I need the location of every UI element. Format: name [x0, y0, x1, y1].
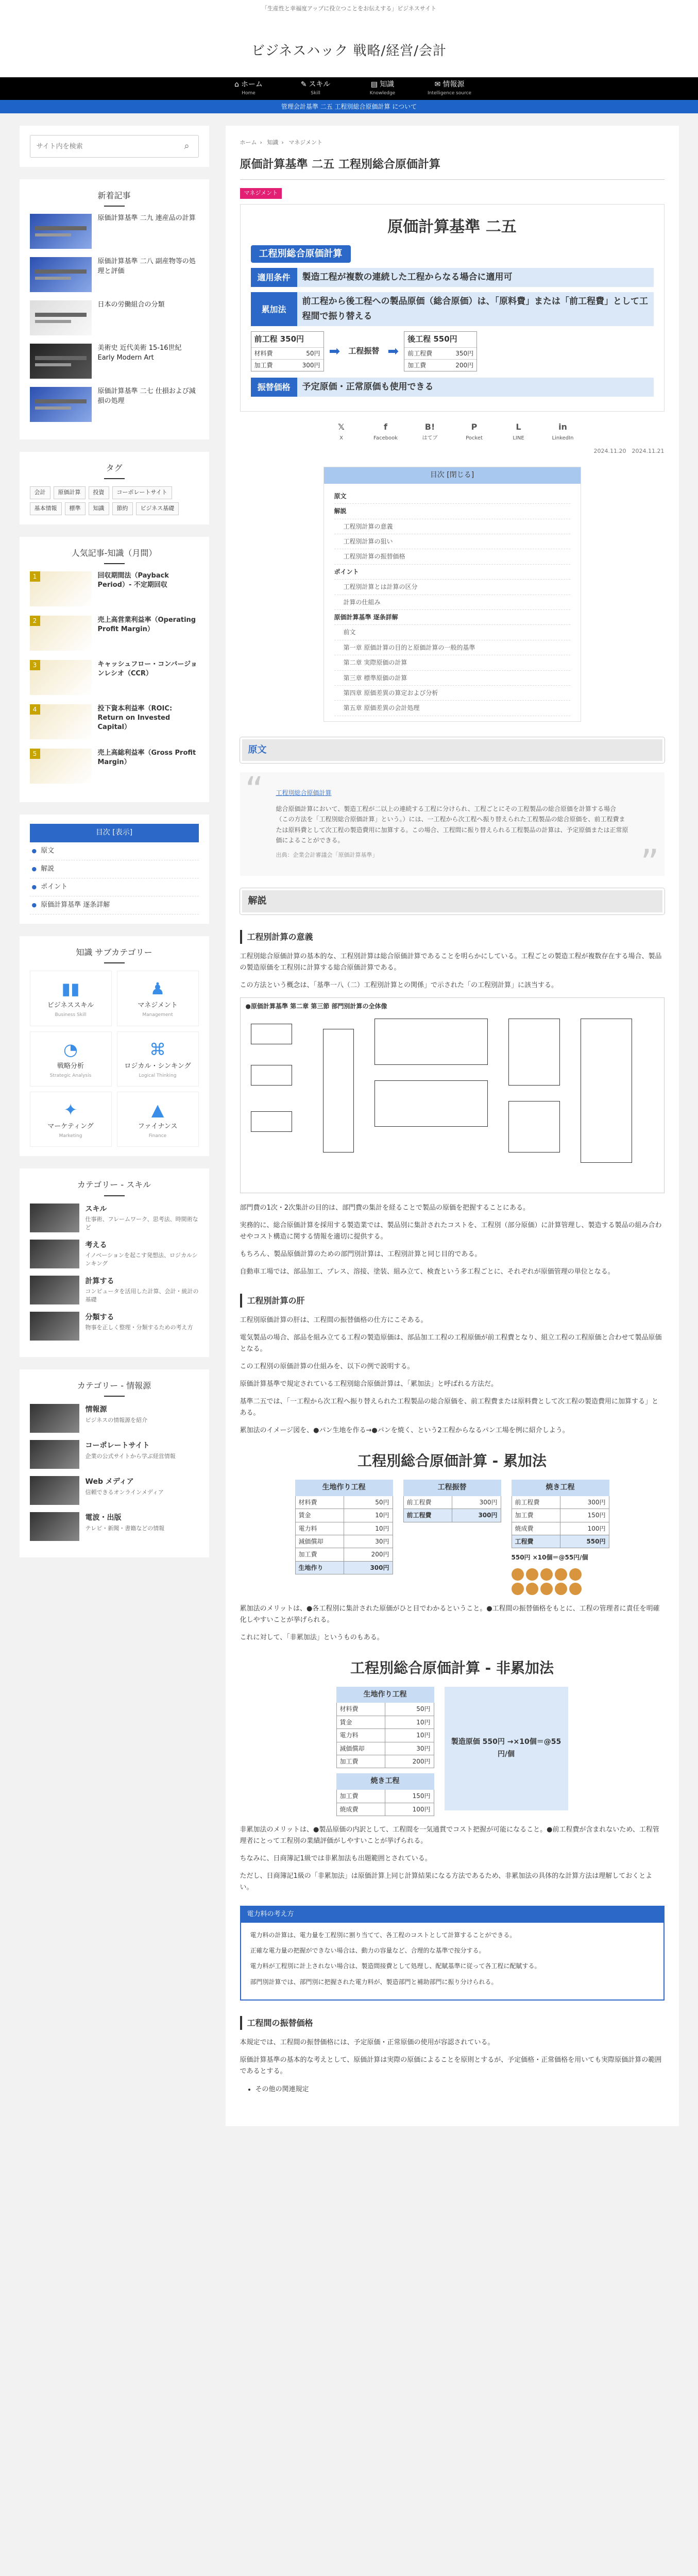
- toc-item[interactable]: 第五章 原価差異の会計処理: [334, 701, 570, 716]
- thumbnail: [30, 1404, 79, 1433]
- thumbnail: [30, 1440, 79, 1469]
- category-finance[interactable]: ▲ ファイナンス Finance: [117, 1092, 199, 1147]
- list-item[interactable]: スキル 仕事術、フレームワーク、思考法、時間術など: [30, 1204, 199, 1232]
- department-diagram: ●原価計算基準 第二章 第三節 部門別計算の全体像: [240, 997, 665, 1193]
- pencil-icon: ✎: [300, 80, 307, 89]
- paragraph: 非累加法のメリットは、●製品原価の内訳として、工程間を一気通貫でコスト把握が可能になること。●前工程費が含まれないため、工程管理者にとって工程別の業績評価がしやすいことが挙げられる。: [240, 1825, 659, 1845]
- list-item: • その他の関連規定: [256, 2084, 665, 2095]
- widget-title: 知識 サブカテゴリー: [30, 945, 199, 963]
- toc-item[interactable]: ● 原価計算基準 逐条詳解: [30, 896, 199, 914]
- category-management[interactable]: ♟ マネジメント Management: [117, 971, 199, 1026]
- category-strategy[interactable]: ◔ 戦略分析 Strategic Analysis: [30, 1031, 112, 1087]
- toc-widget: [20, 815, 209, 924]
- list-item[interactable]: 分類する 物事を正しく整理・分類するための考え方: [30, 1312, 199, 1341]
- thumbnail: [30, 1512, 79, 1541]
- toc-item[interactable]: 原文: [334, 489, 570, 504]
- widget-title: 人気記事-知識（月間）: [30, 546, 199, 564]
- sparkle-icon: ✦: [63, 1100, 78, 1120]
- thumbnail: [30, 1312, 79, 1341]
- paragraph: 原価計算基準で規定されている工程別総合原価計算は、「累加法」と呼ばれる方法だ。: [240, 1380, 498, 1388]
- tag[interactable]: 標準: [65, 502, 86, 515]
- cookie-illustration: [512, 1568, 609, 1595]
- toc-item[interactable]: 第四章 原価差異の算定および分析: [334, 686, 570, 701]
- widget-title: 新着記事: [30, 189, 199, 207]
- category-badge[interactable]: マネジメント: [240, 188, 282, 199]
- toc-item[interactable]: 解説: [334, 504, 570, 519]
- bullet-list: [256, 2084, 665, 2095]
- share-hatena-button[interactable]: B! はてブ: [422, 422, 438, 442]
- nav-source[interactable]: ✉ 情報源 Intelligence source: [427, 80, 472, 96]
- article-toc: [324, 467, 581, 722]
- paragraph: ただし、日商簿記1級の「非累加法」は原価計算上同じ計算結果になる方法であるため、非累加法の具体的な計算方法は理解しておくとよい。: [240, 1872, 653, 1892]
- breadcrumb: ホーム › 知識 › マネジメント: [240, 139, 322, 146]
- ranking-item[interactable]: 1 回収期間法（Payback Period）- 不定期回収: [30, 571, 199, 606]
- list-item[interactable]: Web メディア 信頼できるオンラインメディア: [30, 1476, 199, 1505]
- share-buttons: [240, 420, 665, 443]
- list-item[interactable]: コーポレートサイト 企業の公式サイトから学ぶ経営情報: [30, 1440, 199, 1469]
- category-business-skill[interactable]: ▮▮ ビジネススキル Business Skill: [30, 971, 112, 1026]
- paragraph: 工程別総合原価計算の基本的な、工程別計算は総合原価計算であることを明らかにしている。工程ごとの製造工程が複数存在する場合、製品の製造原価を工程別に計算する総合原価計算である。: [240, 952, 662, 972]
- post-dates: 2024.11.20 2024.11.21: [593, 448, 665, 455]
- toc-item[interactable]: ● ポイント: [30, 878, 199, 896]
- rank-badge: 3: [30, 660, 40, 670]
- eyecatch-title: 原価計算基準 二五: [387, 217, 517, 236]
- ranking-item[interactable]: 3 キャッシュフロー・コンバージョンレシオ（CCR）: [30, 660, 199, 695]
- toc-item[interactable]: ● 解説: [30, 860, 199, 878]
- share-x-button[interactable]: 𝕏 X: [338, 422, 345, 442]
- paragraph: もちろん、製品原価計算のための部門別計算は、工程別計算と同じ目的である。: [240, 1250, 482, 1259]
- arrow-right-icon: ➡: [329, 344, 341, 360]
- paragraph: 累加法のイメージ図を、●パン生地を作る→●パンを焼く、という2工程からなるパン工場を例に紹介しよう。: [240, 1427, 569, 1435]
- paragraph: 本規定では、工程間の振替価格には、予定原価・正常原価の使用が容認されている。: [240, 2039, 495, 2047]
- site-header: [0, 0, 698, 77]
- tag-widget: [20, 452, 209, 524]
- breadcrumb-item[interactable]: ホーム: [240, 139, 257, 146]
- rank-badge: 4: [30, 704, 40, 715]
- thumbnail: [30, 1476, 79, 1505]
- toc-item[interactable]: 第三章 標準原価の計算: [334, 671, 570, 686]
- paragraph: ちなみに、日商簿記1級では非累加法も出題範囲とされている。: [240, 1855, 432, 1863]
- mail-icon: ✉: [434, 80, 441, 89]
- paragraph: 工程別原価計算の肝は、工程間の振替価格の仕方にこそある。: [240, 1316, 428, 1324]
- site-title[interactable]: ビジネスハック 戦略/経営/会計: [251, 43, 447, 59]
- site-tagline: 「生産性と幸福度アップに役立つことをお伝えする」ビジネスサイト: [262, 5, 436, 12]
- thumbnail: [30, 1276, 79, 1304]
- toc-item[interactable]: 原価計算基準 逐条詳解: [334, 610, 570, 625]
- toc-item[interactable]: 工程別計算の狙い: [334, 534, 570, 549]
- share-linkedin-button[interactable]: in LinkedIn: [552, 422, 574, 442]
- eyecatch-flow: 前工程 350円 材料費 50円 加工費 300円 ➡ 工程振替 ➡ 後工程 550円 前工程費 350円 加工費 200円: [251, 331, 654, 371]
- cumulative-method-figure: 生地作り工程 材料費 50円 賃金 10円 電力料 10円 減価償却 30円 加工費 200円 生地作り 300円 工程振替 前工程費 300円 前工程費 300円 焼き工程 前工程費 300円 加工費 150円 焼成費 100円 工程費 550円 550円 ×10個＝@55円/個: [240, 1480, 665, 1595]
- list-item[interactable]: 原価計算基準 二九 連産品の計算: [30, 214, 199, 249]
- list-item[interactable]: 原価計算基準 二七 仕損および減損の処理: [30, 387, 199, 422]
- toc-item[interactable]: 計算の仕組み: [334, 595, 570, 610]
- figure-title: 工程別総合原価計算 - 累加法: [357, 1452, 547, 1470]
- search-widget: [20, 126, 209, 167]
- toc-item[interactable]: 第二章 実際原価の計算: [334, 655, 570, 670]
- rank-badge: 5: [30, 749, 40, 759]
- widget-title: カテゴリー - スキル: [30, 1178, 199, 1196]
- chess-icon: ♟: [150, 979, 165, 999]
- tag[interactable]: コーポレートサイト: [112, 486, 172, 499]
- home-icon: ⌂: [234, 80, 239, 89]
- breadcrumb-item[interactable]: マネジメント: [288, 139, 322, 146]
- notice-bar[interactable]: 管理会計基準 二五 工程別総合原価計算 について: [0, 100, 698, 113]
- share-facebook-button[interactable]: f Facebook: [373, 422, 398, 442]
- paragraph: 累加法のメリットは、●各工程別に集計された原価がひと目でわかるということ。●工程間の振替価格をもとに、工程の管理者に責任を明確化しやすいことが挙げられる。: [240, 1604, 660, 1624]
- pie-icon: ◔: [63, 1039, 78, 1059]
- paragraph: 実務的に、総合原価計算を採用する製造業では、製品別に集計されたコストを、工程別（部分原価）に計算管理し、製造する製品の組み合わせやコスト構造に関する情報を適切に提供する。: [240, 1222, 662, 1241]
- toc-item[interactable]: 工程別計算の振替価格: [334, 549, 570, 564]
- eyecatch-pill: 工程別総合原価計算: [251, 245, 351, 263]
- info-box-header: 電力料の考え方: [241, 1907, 663, 1922]
- sidebar: [20, 126, 209, 1570]
- search-input[interactable]: [30, 135, 176, 157]
- quote-close-icon: ”: [640, 841, 659, 884]
- search-icon[interactable]: ⌕: [184, 140, 190, 151]
- chart-up-icon: ▲: [151, 1100, 164, 1120]
- arrow-right-icon: ➡: [387, 344, 399, 360]
- paragraph: 基準二五では、「一工程から次工程へ振り替えられた工程製品の総合原価を、前工程費または原料費として次工程の製造費用に加算する」とある。: [240, 1398, 659, 1417]
- share-pocket-button[interactable]: P Pocket: [466, 422, 483, 442]
- toc-item[interactable]: 前文: [334, 625, 570, 640]
- widget-title: カテゴリー - 情報源: [30, 1379, 199, 1397]
- breadcrumb-item[interactable]: 知識: [267, 139, 279, 146]
- thumbnail: [30, 257, 92, 292]
- toc-item[interactable]: ポイント: [334, 565, 570, 580]
- global-nav: [0, 77, 698, 100]
- skill-widget: [20, 1168, 209, 1357]
- tag-cloud: [30, 486, 199, 515]
- list-item[interactable]: 電波・出版 テレビ・新聞・書籍などの情報: [30, 1512, 199, 1541]
- thumbnail: [30, 214, 92, 249]
- quote-link[interactable]: 工程別総合原価計算: [276, 789, 332, 797]
- toc-item[interactable]: ● 原文: [30, 842, 199, 860]
- tag[interactable]: ビジネス基礎: [136, 502, 179, 515]
- ranking-item[interactable]: 4 投下資本利益率（ROIC: Return on Invested Capital）: [30, 704, 199, 739]
- paragraph: 自動車工場では、部品加工、プレス、溶接、塗装、組み立て、検査という多工程ごとに、それぞれが原価管理の単位となる。: [240, 1268, 615, 1276]
- paragraph: この工程別の原価計算の仕組みを、以下の例で説明する。: [240, 1362, 414, 1370]
- toc-widget-header[interactable]: 目次 [表示]: [30, 824, 199, 842]
- book-icon: ▤: [370, 80, 378, 89]
- section-heading-explain: 解説: [240, 888, 665, 914]
- subcategory-widget: [20, 936, 209, 1156]
- list-item[interactable]: 情報源 ビジネスの情報源を紹介: [30, 1404, 199, 1433]
- toc-item[interactable]: 第一章 原価計算の目的と原価計算の一般的基準: [334, 640, 570, 655]
- tag[interactable]: 基本情報: [30, 502, 62, 515]
- thumbnail: [30, 387, 92, 422]
- subsection-heading: 工程間の振替価格: [240, 2016, 665, 2030]
- subsection-heading: 工程別計算の意義: [240, 930, 665, 944]
- category-logical[interactable]: ⌘ ロジカル・シンキング Logical Thinking: [117, 1031, 199, 1087]
- rank-badge: 1: [30, 571, 40, 582]
- ranking-item[interactable]: 2 売上高営業利益率（Operating Profit Margin）: [30, 616, 199, 651]
- thumbnail: [30, 300, 92, 335]
- article: [226, 126, 679, 2126]
- toc-item[interactable]: 工程別計算の意義: [334, 519, 570, 534]
- ranking-item[interactable]: 5 売上高総利益率（Gross Profit Margin）: [30, 749, 199, 784]
- source-quote: “ 工程別総合原価計算 総合原価計算において、製造工程が二以上の連続する工程に分けられ、工程ごとにその工程製品の総合原価を計算する場合（この方法を「工程別総合原価計算」という。）には、一工程から次工程へ振り替えられた工程製品の総合原価を、前工程費または原料費として次工程の製造費用に加算する。この場合、工程間に振り替えられる工程製品の計算は、予定原価または正常原価によることができる。 出典：企業会計審議会「原価計算基準」 ”: [240, 772, 665, 876]
- thumbnail: [30, 1204, 79, 1232]
- nav-knowledge[interactable]: ▤ 知識 Knowledge: [369, 80, 396, 96]
- list-item[interactable]: 日本の労働組合の分類: [30, 300, 199, 335]
- toc-item[interactable]: 工程別計算とは計算の区分: [334, 580, 570, 595]
- toc-list: [30, 842, 199, 914]
- section-heading-original: 原文: [240, 737, 665, 764]
- paragraph: 電気製品の場合、部品を組み立てる工程の製造原価は、部品加工工程の工程原価が前工程費となり、組立工程の工程原価と合わせて製品原価となる。: [240, 1333, 662, 1353]
- list-item[interactable]: 原価計算基準 二八 副産物等の処理と評価: [30, 257, 199, 292]
- list-item[interactable]: 美術史 近代美術 15-16世紀 Early Modern Art: [30, 344, 199, 379]
- page-title: 原価計算基準 二五 工程別総合原価計算: [240, 155, 665, 180]
- search-box: [30, 135, 199, 158]
- tag[interactable]: 知識: [89, 502, 109, 515]
- paragraph: 原価計算基準の基本的な考えとして、原価計算は実際の原価によることを原則とするが、予定価格・正常価格を用いても実際原価計算の範囲であるとする。: [240, 2056, 662, 2076]
- list-item[interactable]: 考える イノベーションを起こす発想法、ロジカルシンキング: [30, 1240, 199, 1268]
- bar-icon: ▮▮: [61, 979, 80, 999]
- widget-title: タグ: [30, 461, 199, 479]
- thumbnail: [30, 344, 92, 379]
- network-icon: ⌘: [149, 1039, 166, 1059]
- quote-open-icon: “: [245, 769, 264, 812]
- rank-badge: 2: [30, 616, 40, 626]
- category-marketing[interactable]: ✦ マーケティング Marketing: [30, 1092, 112, 1147]
- paragraph: 部門費の1次・2次集計の目的は、部門費の集計を経ることで製品の原価を把握することにある。: [240, 1204, 530, 1212]
- share-line-button[interactable]: L LINE: [513, 422, 524, 442]
- paragraph: これに対して、「非累加法」というものもある。: [240, 1633, 384, 1641]
- tag[interactable]: 会計: [30, 486, 50, 499]
- new-posts-widget: [20, 179, 209, 439]
- toc-header[interactable]: 目次 [閉じる]: [324, 467, 581, 484]
- thumbnail: [30, 1240, 79, 1268]
- figure-title: 工程別総合原価計算 - 非累加法: [350, 1659, 554, 1677]
- tag[interactable]: 節約: [112, 502, 133, 515]
- eyecatch-figure: 原価計算基準 二五 工程別総合原価計算 適用条件 製造工程が複数の連続した工程からなる場合に適用可 累加法 前工程から後工程への製品原価（総合原価）は、「原料費」または「前工程費」として工程間で振り替える 前工程 350円 材料費 50円 加工費 300円 ➡ 工程振替 ➡ 後工程 550円 前工程費 350円 加工費 200円 振替価格 予定原価・正常原価も使用できる: [240, 204, 665, 412]
- nav-skill[interactable]: ✎ スキル Skill: [300, 80, 331, 96]
- ranking-widget: [20, 537, 209, 802]
- tag[interactable]: 原価計算: [54, 486, 86, 499]
- info-box: 電力料の考え方 電力料の計算は、電力量を工程別に割り当てて、各工程のコストとして計算することができる。 正確な電力量の把握ができない場合は、動力の容量など、合理的な基準で按分する。 電力料が工程別に計上されない場合は、製造間接費として処理し、配賦基準に従って各工程に配賦する。 部門別計算では、部門別に把握された電力料が、製造部門と補助部門に振り分けられる。: [240, 1906, 665, 2001]
- info-source-widget: [20, 1369, 209, 1557]
- subsection-heading: 工程別計算の肝: [240, 1294, 665, 1308]
- tag[interactable]: 投資: [89, 486, 109, 499]
- nav-home[interactable]: ⌂ ホーム Home: [234, 80, 263, 96]
- list-item[interactable]: 計算する コンピュータを活用した計算、会計・統計の基礎: [30, 1276, 199, 1304]
- non-cumulative-method-figure: 生地作り工程 材料費 50円 賃金 10円 電力料 10円 減価償却 30円 加工費 200円 焼き工程 加工費 150円 焼成費 100円 製造原価 550円 →×10個＝@55円/個: [240, 1687, 665, 1816]
- paragraph: この方法という概念は、「基準一八（二）工程別計算との関係」で示された「の工程別計算」に該当する。: [240, 981, 558, 989]
